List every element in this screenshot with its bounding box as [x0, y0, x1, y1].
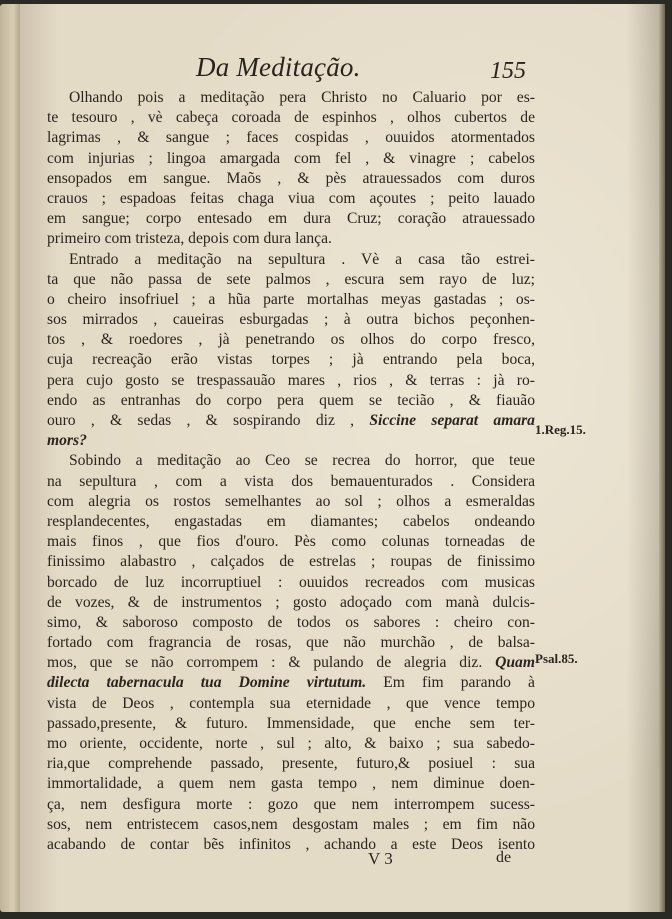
text-line: resplandecentes, engastadas em diamantes; cabelos ondeando — [47, 512, 535, 530]
text-segment: mos, que se não corrompem : & pulando de alegria diz. — [47, 654, 483, 672]
text-line: endo as entranhas do corpo pera quem se tecião , & fiauão — [47, 391, 535, 409]
text-line: sos mirrados , caueiras esburgadas ; à outra bichos peçonhen- — [47, 311, 535, 329]
margin-note-reference: 1.Reg.15. — [535, 422, 586, 437]
text-line: fortado com fragrancia de rosas, que não murchão , de balsa- — [47, 634, 535, 652]
text-line — [47, 653, 535, 673]
text-line: te tesouro , vè cabeça coroada de espinhos , olhos cubertos de — [47, 109, 535, 127]
running-head: Da Meditação. — [196, 52, 361, 82]
text-line: em sangue; corpo entesado em dura Cruz; coração atrauessado — [47, 210, 535, 228]
text-line: com injurias ; lingoa amargada com fel , & vinagre ; cabelos — [47, 149, 535, 167]
text-line: cuja recreação erão vistas torpes ; jà entrando pela boca, — [47, 351, 535, 369]
text-line: passado,presente, & futuro. Immensidade, que enche sem ter- — [47, 714, 535, 732]
text-segment: Em fim parando à — [383, 674, 535, 692]
text-line: ça, nem desfigura morte : gozo que nem interrompem sucess- — [47, 795, 535, 813]
text-line: na sepultura , com a vista dos bemauenturados . Considera — [47, 472, 535, 490]
latin-quote: Siccine separat amara — [369, 412, 535, 429]
text-line: simo, & saboroso composto de todos os sabores : cheiro con- — [47, 613, 535, 631]
text-line: vista de Deos , contempla sua eternidade , que vence tempo — [47, 694, 535, 712]
text-line: Sobindo a meditação ao Ceo se recrea do horror, que teue — [69, 452, 535, 470]
text-line — [47, 411, 535, 431]
page-number: 155 — [490, 58, 526, 84]
text-line: borcado de luz incorruptiuel : ouuidos recreados com musicas — [47, 573, 535, 591]
margin-note-reference: Psal.85. — [535, 651, 578, 666]
catchword: de — [496, 849, 512, 866]
latin-quote-start: Quam — [495, 654, 535, 672]
text-line: ria,que comprehende passado, presente, futuro,& posiuel : sua — [47, 755, 535, 773]
book-page — [20, 4, 665, 912]
text-line: mo oriente, occidente, norte , sul ; alto, & baixo ; sua sabedo- — [47, 735, 535, 752]
text-line: Olhando pois a meditação pera Christo no Caluario por es- — [69, 89, 535, 106]
text-line: ta que não passa de sete palmos , escura sem rayo de luz; — [47, 270, 535, 288]
body-text — [47, 88, 535, 855]
text-line: mais finos , que fios d'ouro. Pès como colunas torneadas de — [47, 533, 535, 551]
page-edge-shadow — [659, 4, 665, 912]
text-segment: ouro , & sedas , & sospirando diz , — [47, 412, 355, 429]
text-line: de vozes, & de instrumentos ; gosto adoçado com manà dulcis- — [47, 593, 535, 611]
book-binding-edge — [0, 4, 22, 912]
text-line: ensopados em sangue. Maõs , & pès atrauessados com duros — [47, 169, 535, 187]
text-line — [47, 431, 535, 451]
text-line: Entrado a meditação na sepultura . Vè a casa tão estrei- — [69, 250, 535, 268]
signature-mark: V 3 — [368, 849, 393, 868]
text-line: com alegria os rostos semelhantes ao sol ; olhos a esmeraldas — [47, 492, 535, 510]
text-line: acabando de contar bẽs infinitos , achando a este Deos isento — [47, 835, 535, 853]
latin-quote-end: mors? — [47, 432, 87, 450]
text-line: crauos ; espadoas feitas chaga viua com açoutes ; peito lauado — [47, 189, 535, 207]
text-line: lagrimas , & sangue ; faces cospidas , ouuidos atormentados — [47, 129, 535, 147]
text-line: immortalidade, a quem nem gasta tempo , nem diminue doen- — [47, 775, 535, 793]
text-line: pera cujo gosto se trespassauão mares , rios , & terras : jà ro- — [47, 371, 535, 389]
text-line: finissimo alabastro , calçados de estrelas ; roupas de finissimo — [47, 553, 535, 571]
text-line: primeiro com tristeza, depois com dura lança. — [47, 230, 332, 248]
page-header — [20, 52, 665, 86]
latin-quote: dilecta tabernacula tua Domine virtutum. — [47, 674, 367, 692]
text-line: tos , & roedores , jà penetrando os olhos do corpo fresco, — [47, 331, 535, 349]
text-line — [47, 673, 535, 693]
text-line: sos, nem entristecem casos,nem desgostam males ; em fim não — [47, 815, 535, 833]
text-line: o cheiro insofriuel ; a hũa parte mortalhas meyas gastadas ; os- — [47, 290, 535, 308]
